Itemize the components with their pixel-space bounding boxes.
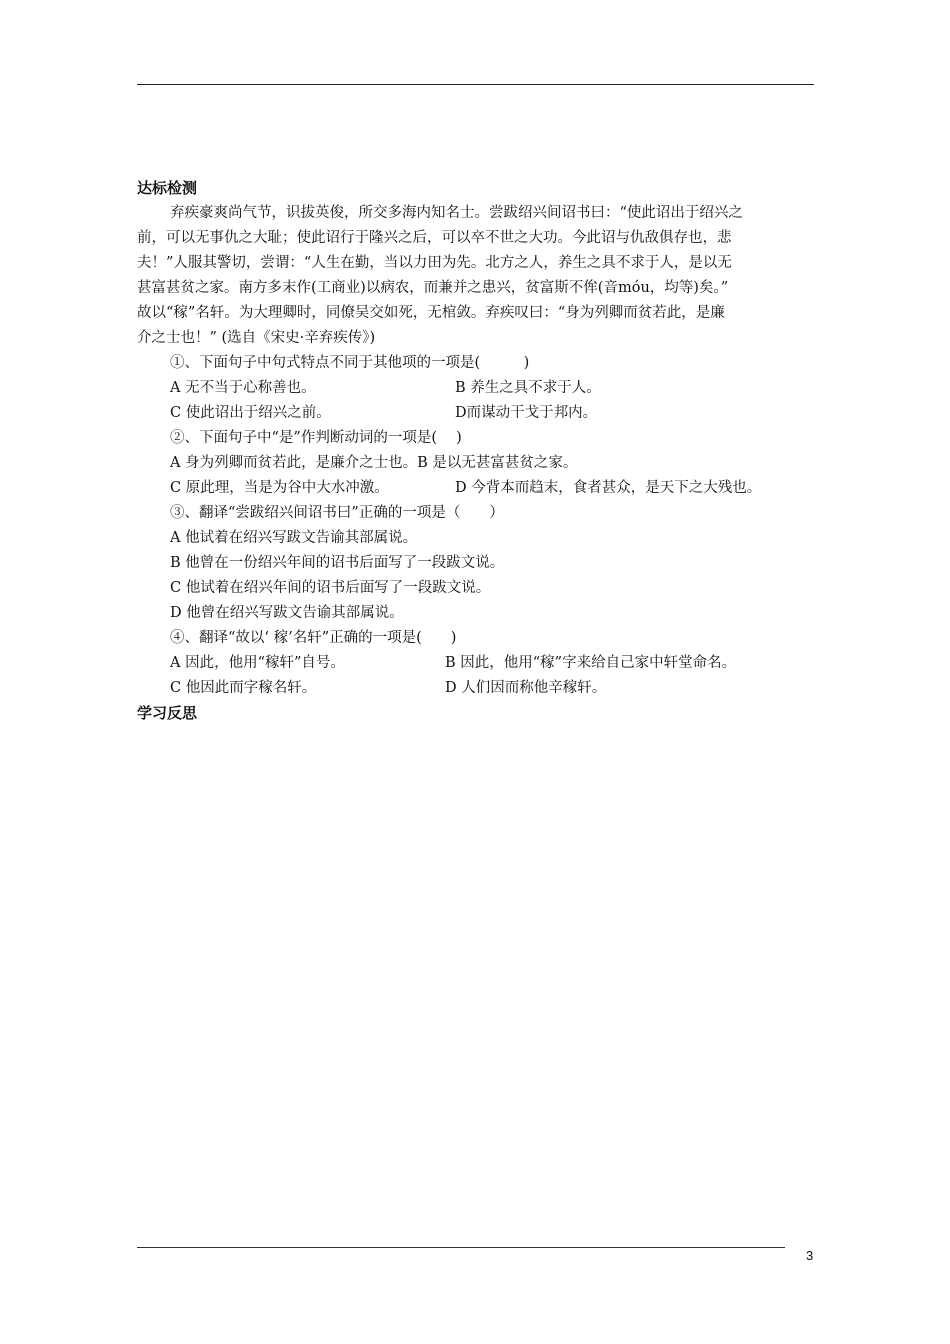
classical-passage	[137, 201, 814, 351]
question-stem-3: ③、翻译“尝跋绍兴间诏书曰”正确的一项是（ ）	[170, 505, 504, 521]
question-2-options-row	[137, 476, 814, 501]
section-heading-reflection: 学习反思	[137, 705, 198, 722]
header-rule	[137, 84, 814, 85]
passage-line: 夫！”人服其警切，尝谓：“人生在勤，当以力田为先。北方之人，养生之具不求于人，是以无	[137, 255, 732, 271]
option-b: B 养生之具不求于人。	[455, 380, 601, 396]
option-d: D 今背本而趋末，食者甚众，是天下之大残也。	[455, 480, 762, 496]
option-a: A 因此，他用“稼轩”自号。	[170, 655, 345, 671]
question-4-options-row	[137, 676, 814, 701]
question-2-options-row	[137, 451, 814, 476]
page-number: 3	[806, 1248, 814, 1263]
passage-line: 弃疾豪爽尚气节，识拔英俊，所交多海内知名士。尝跋绍兴间诏书曰：“使此诏出于绍兴之	[170, 205, 743, 221]
option-a: A 他试着在绍兴写跋文告谕其部属说。	[170, 530, 418, 546]
passage-line: 甚富甚贫之家。南方多末作(工商业)以病农，而兼并之患兴，贫富斯不侔(音móu，均等)矣。”	[137, 280, 729, 296]
footer-rule	[137, 1247, 785, 1248]
question-4-options-row	[137, 651, 814, 676]
option-c: C 使此诏出于绍兴之前。	[170, 405, 331, 421]
option-c: C 他因此而字稼名轩。	[170, 680, 317, 696]
section-heading-test: 达标检测	[137, 180, 198, 197]
option-a-b: A 身为列卿而贫若此，是廉介之士也。B 是以无甚富甚贫之家。	[170, 455, 578, 471]
option-d: D而谋动干戈于邦内。	[455, 405, 598, 421]
passage-line: 故以“稼”名轩。为大理卿时，同僚吴交如死，无棺敛。弃疾叹曰：“身为列卿而贫若此，是廉	[137, 305, 725, 321]
page-content	[137, 176, 814, 726]
question-stem-4: ④、翻译“故以‘ 稼’名轩”正确的一项是( )	[170, 630, 457, 646]
question-stem-1: ①、下面句子中句式特点不同于其他项的一项是( )	[170, 355, 530, 371]
option-c: C 他试着在绍兴年间的诏书后面写了一段跋文说。	[170, 580, 491, 596]
option-c: C 原此理，当是为谷中大水冲激。	[170, 480, 389, 496]
option-a: A 无不当于心称善也。	[170, 380, 316, 396]
option-d: D 人们因而称他辛稼轩。	[445, 680, 607, 696]
option-d: D 他曾在绍兴写跋文告谕其部属说。	[170, 605, 404, 621]
question-stem-2: ②、下面句子中“是”作判断动词的一项是( )	[170, 430, 462, 446]
passage-line: 前，可以无事仇之大耻；使此诏行于隆兴之后，可以卒不世之大功。今此诏与仇敌俱存也，悲	[137, 230, 732, 246]
passage-line: 介之士也！” (选自《宋史·辛弃疾传》)	[137, 330, 376, 346]
question-1-options-row	[137, 401, 814, 426]
option-b: B 因此，他用“稼”字来给自己家中轩堂命名。	[445, 655, 737, 671]
option-b: B 他曾在一份绍兴年间的诏书后面写了一段跋文说。	[170, 555, 505, 571]
question-1-options-row	[137, 376, 814, 401]
